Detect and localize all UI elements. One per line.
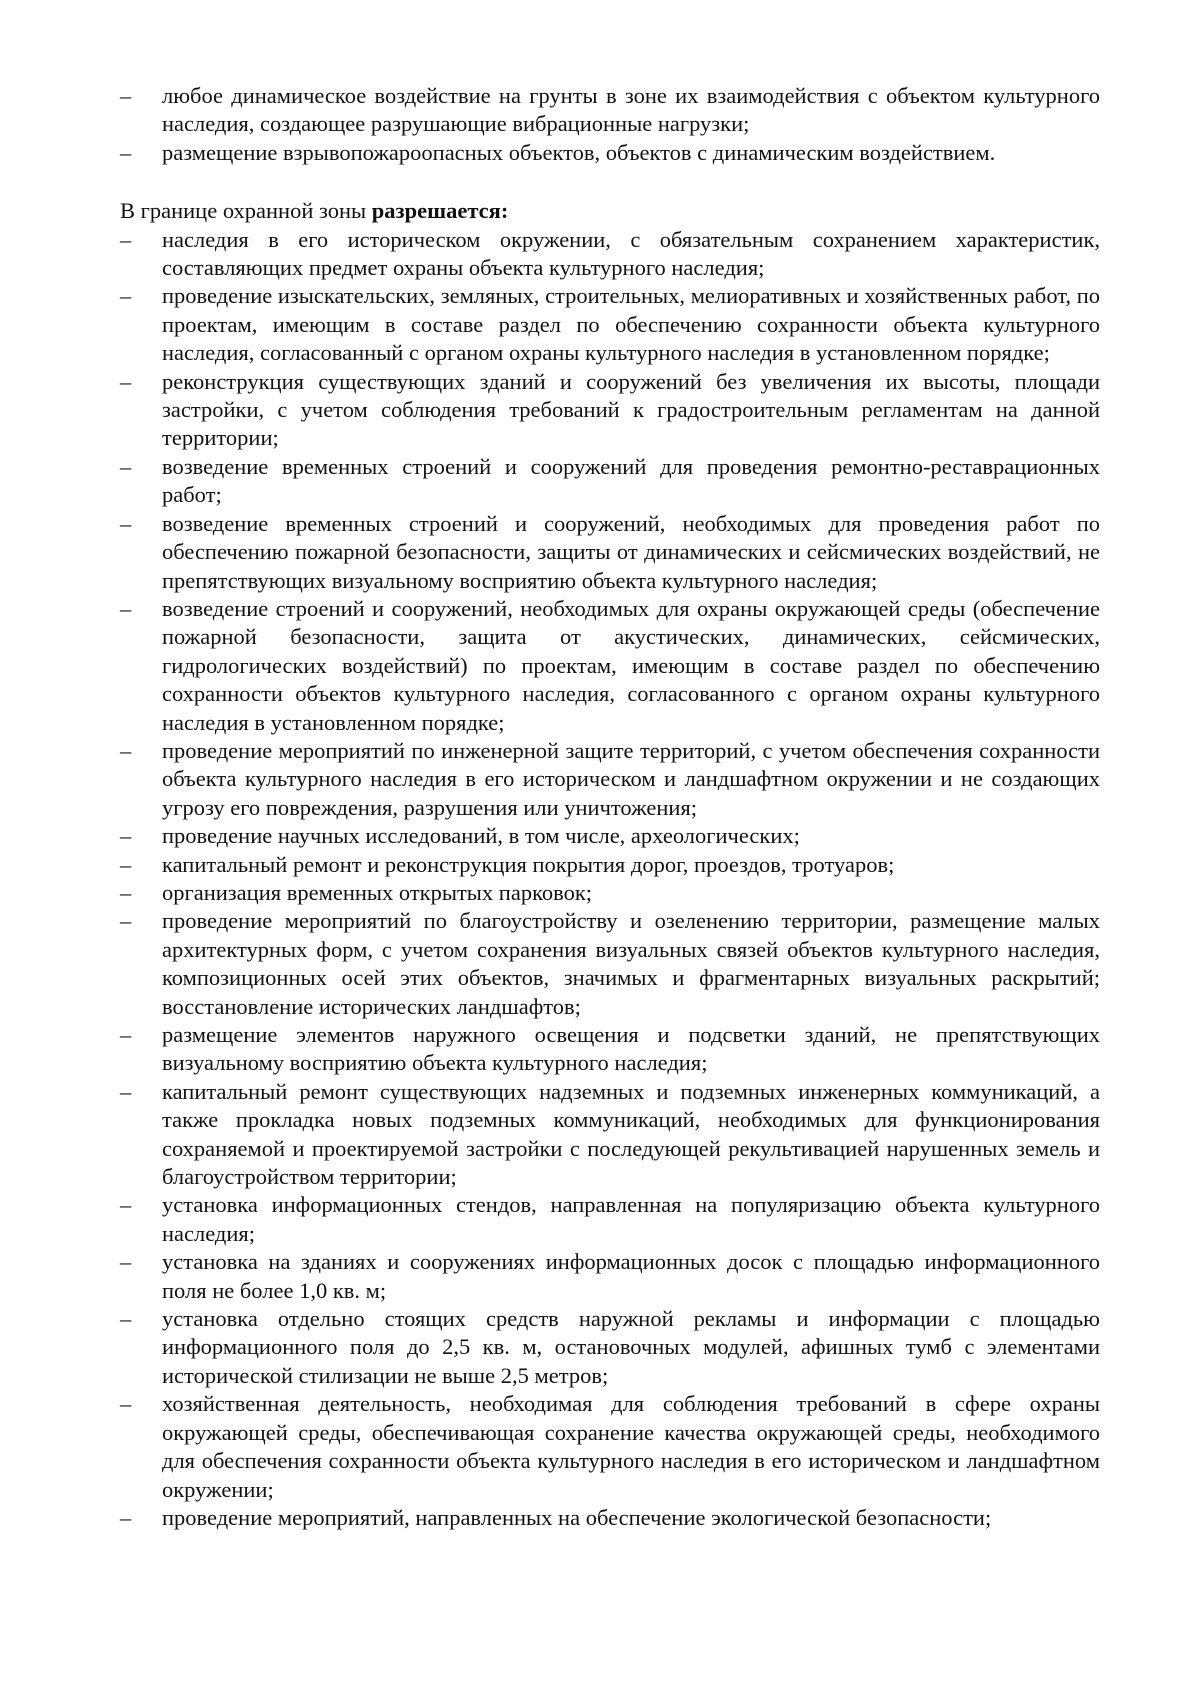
list-item-text: возведение временных строений и сооружений, необходимых для проведения работ по обеспечению пожарной безопасности, защиты от динамических и сейсмических воздействий, не препятствующих визуальному восприятию объекта культурного наследия; xyxy=(162,510,1100,593)
list-item xyxy=(120,822,1100,850)
list-item-text: проведение мероприятий по благоустройству и озеленению территории, размещение малых архитектурных форм, с учетом сохранения визуальных связей объектов культурного наследия, композиционных осей этих объектов, значимых и фрагментарных визуальных раскрытий; восстановление исторических ландшафтов; xyxy=(162,908,1100,1019)
list-bullet: – xyxy=(120,139,132,165)
list-bullet: – xyxy=(120,1306,132,1332)
list-item-text: размещение взрывопожароопасных объектов, объектов с динамическим воздействием. xyxy=(162,139,996,165)
list-item xyxy=(120,907,1100,1021)
list-bullet: – xyxy=(120,823,132,849)
list-bullet: – xyxy=(120,368,132,394)
list-bullet: – xyxy=(120,453,132,479)
list-item xyxy=(120,1021,1100,1078)
list-item xyxy=(120,1390,1100,1504)
list-item-text: проведение мероприятий по инженерной защите территорий, с учетом обеспечения сохранности объекта культурного наследия в его историческом и ландшафтном окружении и не создающих угрозу его повреждения, разрушения или уничтожения; xyxy=(162,737,1100,820)
list-item-text: размещение элементов наружного освещения и подсветки зданий, не препятствующих визуальному восприятию объекта культурного наследия; xyxy=(162,1022,1100,1076)
list-item xyxy=(120,82,1100,139)
list-item-text: установка информационных стендов, направленная на популяризацию объекта культурного наследия; xyxy=(162,1192,1100,1246)
list-bullet: – xyxy=(120,879,132,905)
list-bullet: – xyxy=(120,1504,132,1530)
allowed-intro-bold: разрешается: xyxy=(371,198,509,224)
list-item-text: установка отдельно стоящих средств наружной рекламы и информации с площадью информационного поля до 2,5 кв. м, остановочных модулей, афишных тумб с элементами исторической стилизации не выше 2,5 метров; xyxy=(162,1306,1100,1388)
list-item-text: любое динамическое воздействие на грунты в зоне их взаимодействия с объектом культурного наследия, создающее разрушающие вибрационные нагрузки; xyxy=(162,83,1100,137)
list-item-text: проведение научных исследований, в том числе, археологических; xyxy=(162,823,800,849)
list-item xyxy=(120,139,1100,167)
list-item xyxy=(120,510,1100,595)
list-item-text: реконструкция существующих зданий и сооружений без увеличения их высоты, площади застройки, с учетом соблюдения требований к градостроительным регламентам на данной территории; xyxy=(162,368,1100,451)
list-bullet: – xyxy=(120,83,132,108)
list-bullet: – xyxy=(120,283,132,309)
list-item xyxy=(120,879,1100,907)
list-bullet: – xyxy=(120,1078,132,1104)
allowed-list xyxy=(120,226,1100,1533)
list-item-text: возведение временных строений и сооружений для проведения ремонтно-реставрационных работ; xyxy=(162,453,1100,508)
list-bullet: – xyxy=(120,1249,132,1275)
list-bullet: – xyxy=(120,737,132,763)
list-bullet: – xyxy=(120,595,132,621)
list-item xyxy=(120,595,1100,737)
list-item xyxy=(120,368,1100,453)
list-item-text: наследия в его историческом окружении, с обязательным сохранением характеристик, составляющих предмет охраны объекта культурного наследия; xyxy=(162,226,1100,281)
list-item-text: проведение мероприятий, направленных на обеспечение экологической безопасности; xyxy=(162,1504,992,1530)
list-bullet: – xyxy=(120,851,132,877)
list-item-text: проведение изыскательских, земляных, строительных, мелиоративных и хозяйственных работ, по проектам, имеющим в составе раздел по обеспечению сохранности объекта культурного наследия, согласованный с органом охраны культурного наследия в установленном порядке; xyxy=(162,283,1100,366)
list-bullet: – xyxy=(120,1022,132,1047)
list-item xyxy=(120,1248,1100,1305)
list-item xyxy=(120,851,1100,879)
list-item xyxy=(120,226,1100,283)
prohibited-list-tail xyxy=(120,82,1100,167)
list-item xyxy=(120,1305,1100,1390)
list-bullet: – xyxy=(120,908,132,934)
allowed-intro xyxy=(120,197,1100,225)
document-page xyxy=(120,82,1100,1532)
list-item xyxy=(120,282,1100,367)
list-bullet: – xyxy=(120,1192,132,1218)
list-item xyxy=(120,453,1100,510)
list-item-text: возведение строений и сооружений, необходимых для охраны окружающей среды (обеспечение пожарной безопасности, защита от акустических, динамических, сейсмических, гидрологических воздействий) по проектам, имеющим в составе раздел по обеспечению сохранности объектов культурного наследия, согласованного с органом охраны культурного наследия в установленном порядке; xyxy=(162,595,1100,735)
allowed-intro-text: В границе охранной зоны xyxy=(120,198,372,224)
list-item-text: хозяйственная деятельность, необходимая для соблюдения требований в сфере охраны окружающей среды, обеспечивающая сохранение качества окружающей среды, необходимого для обеспечения сохранности объекта культурного наследия в его историческом и ландшафтном окружении; xyxy=(162,1391,1100,1502)
list-item-text: установка на зданиях и сооружениях информационных досок с площадью информационного поля не более 1,0 кв. м; xyxy=(162,1249,1100,1303)
list-item xyxy=(120,1191,1100,1248)
list-item-text: капитальный ремонт существующих надземных и подземных инженерных коммуникаций, а также прокладка новых подземных коммуникаций, необходимых для функционирования сохраняемой и проектируемой застройки с последующей рекультивацией нарушенных земель и благоустройством территории; xyxy=(162,1078,1100,1190)
list-item-text: организация временных открытых парковок; xyxy=(162,879,593,905)
list-bullet: – xyxy=(120,510,132,536)
list-item xyxy=(120,1504,1100,1532)
list-bullet: – xyxy=(120,226,132,252)
list-item-text: капитальный ремонт и реконструкция покрытия дорог, проездов, тротуаров; xyxy=(162,851,895,877)
list-item xyxy=(120,1078,1100,1192)
list-bullet: – xyxy=(120,1391,132,1417)
list-item xyxy=(120,737,1100,822)
